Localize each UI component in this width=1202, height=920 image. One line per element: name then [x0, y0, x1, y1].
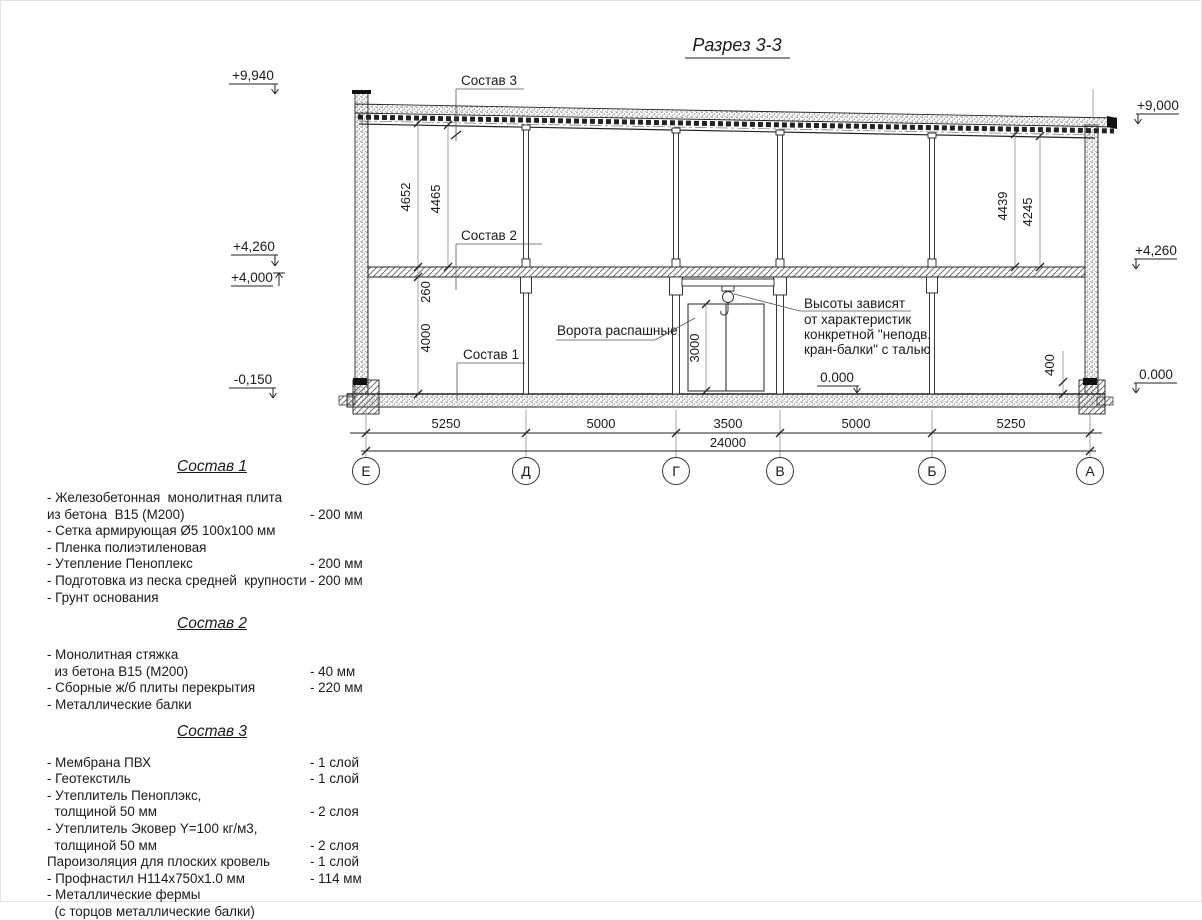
- crane-note-line3: конкретной "неподв.: [804, 327, 932, 342]
- legend-row: - Сетка армирующая Ø5 100x100 мм: [47, 523, 276, 539]
- left-parapet-cap: [352, 90, 371, 94]
- dim-260: 260: [418, 281, 433, 303]
- legend-row: - Утепление Пеноплекс - 200 мм: [47, 556, 363, 572]
- gate-label: Ворота распашные: [557, 323, 678, 338]
- legend-row: толщиной 50 мм - 2 слоя: [47, 837, 359, 853]
- crane-note-line4: кран-балки" с талью: [804, 342, 931, 357]
- legend-row: - Пленка полиэтиленовая: [47, 539, 207, 555]
- legend-row: - Утеплитель Эковер Y=100 кг/м3,: [47, 820, 258, 836]
- crane-note-line1: Высоты зависят: [804, 296, 906, 311]
- drawing-title: [685, 35, 790, 58]
- legend-row: - Подготовка из песка средней крупности - 200 мм: [47, 572, 363, 588]
- left-wall: [355, 93, 368, 394]
- axis-D: Д: [521, 463, 531, 479]
- legend-row: - Грунт основания: [47, 589, 159, 605]
- right-foundation: [1079, 378, 1113, 414]
- elev-left-4000: [231, 270, 285, 286]
- legend-row: - Монолитная стяжка: [47, 647, 179, 663]
- elev-inner-0000: [817, 370, 861, 393]
- elev-left-0150: [229, 372, 277, 398]
- roof-end-cap: [1107, 116, 1117, 129]
- legend-row: из бетона В15 (М200) - 200 мм: [47, 506, 363, 522]
- span-5000-2: 5000: [841, 416, 871, 431]
- legend-row: - Сборные ж/б плиты перекрытия - 220 мм: [47, 680, 363, 696]
- legend-row: - Утеплитель Пеноплэкс,: [47, 787, 202, 803]
- column-axis-v: [774, 130, 787, 394]
- legend: [47, 449, 377, 920]
- sostav3-label: Состав 3: [461, 73, 517, 88]
- legend-row: из бетона В15 (М200) - 40 мм: [47, 663, 356, 679]
- elev-left-4260: [231, 239, 279, 266]
- elev-right-4260: [1133, 243, 1178, 269]
- span-5250-2: 5250: [996, 416, 1026, 431]
- legend-section-title: Состав 3: [177, 722, 247, 740]
- axis-E: Е: [361, 463, 371, 479]
- dim-4439: 4439: [995, 191, 1010, 221]
- left-foundation: [339, 378, 379, 414]
- crane-beam: [682, 279, 774, 286]
- sostav1-label: Состав 1: [463, 347, 519, 362]
- column-axis-d: [521, 125, 532, 394]
- title-text: Разрез 3-3: [692, 35, 782, 55]
- legend-section-title: Состав 1: [177, 458, 247, 475]
- right-wall: [1085, 125, 1098, 394]
- axis-B: Б: [927, 463, 937, 479]
- legend-row: толщиной 50 мм - 2 слоя: [47, 804, 359, 820]
- span-5250-1: 5250: [431, 416, 461, 431]
- column-axis-g: [670, 128, 683, 394]
- legend-row: (с торцов металлические балки): [47, 903, 255, 919]
- hoist-trolley: [722, 286, 734, 291]
- crane-note-line2: от характеристик: [804, 312, 912, 327]
- sostav2-label: Состав 2: [461, 228, 517, 243]
- dim-4245: 4245: [1020, 197, 1035, 227]
- dim-3000: 3000: [687, 333, 702, 363]
- elev-9940-text: +9,940: [232, 68, 274, 83]
- hoist-pulley: [723, 292, 734, 303]
- callout-sostav1: [457, 347, 525, 400]
- legend-section-title: Состав 2: [177, 615, 247, 633]
- legend-row: Пароизоляция для плоских кровель - 1 слой: [47, 854, 359, 870]
- dim-total-24000: 24000: [709, 435, 747, 450]
- axis-V: В: [775, 463, 785, 479]
- elev-inner-text: 0.000: [820, 370, 854, 385]
- dim-4652: 4652: [398, 182, 413, 212]
- elev-right-0000: [1133, 367, 1178, 393]
- elev-r4260-text: +4,260: [1135, 243, 1177, 258]
- dim-400: 400: [1042, 354, 1057, 376]
- ground-slab: [347, 394, 1105, 407]
- axis-bubbles: [353, 458, 1104, 485]
- elev-0150-text: -0,150: [233, 372, 273, 387]
- elev-r0000-text: 0.000: [1139, 367, 1173, 382]
- elev-9000-text: +9,000: [1137, 98, 1179, 113]
- legend-row: - Мембрана ПВХ - 1 слой: [47, 754, 359, 770]
- dim-4465: 4465: [428, 184, 443, 214]
- elev-4000-text: +4,000: [231, 270, 273, 285]
- crane-beam-assembly: [682, 279, 774, 315]
- axis-A: А: [1085, 463, 1095, 479]
- elev-l4260-text: +4,260: [233, 239, 275, 254]
- legend-row: - Металлические фермы: [47, 887, 201, 903]
- dim-4000: 4000: [418, 323, 433, 353]
- elev-left-9940: [229, 68, 279, 94]
- floor-slab: [368, 267, 1085, 277]
- legend-row: - Металлические балки: [47, 696, 192, 712]
- legend-row: - Железобетонная монолитная плита: [47, 490, 283, 505]
- span-5000-1: 5000: [586, 416, 616, 431]
- legend-row: - Геотекстиль - 1 слой: [47, 771, 359, 787]
- axis-G: Г: [672, 463, 680, 479]
- bottom-dimensions: [350, 410, 1104, 485]
- legend-row: - Профнастил Н114х750х1.0 мм - 114 мм: [47, 870, 362, 886]
- span-3500: 3500: [713, 416, 743, 431]
